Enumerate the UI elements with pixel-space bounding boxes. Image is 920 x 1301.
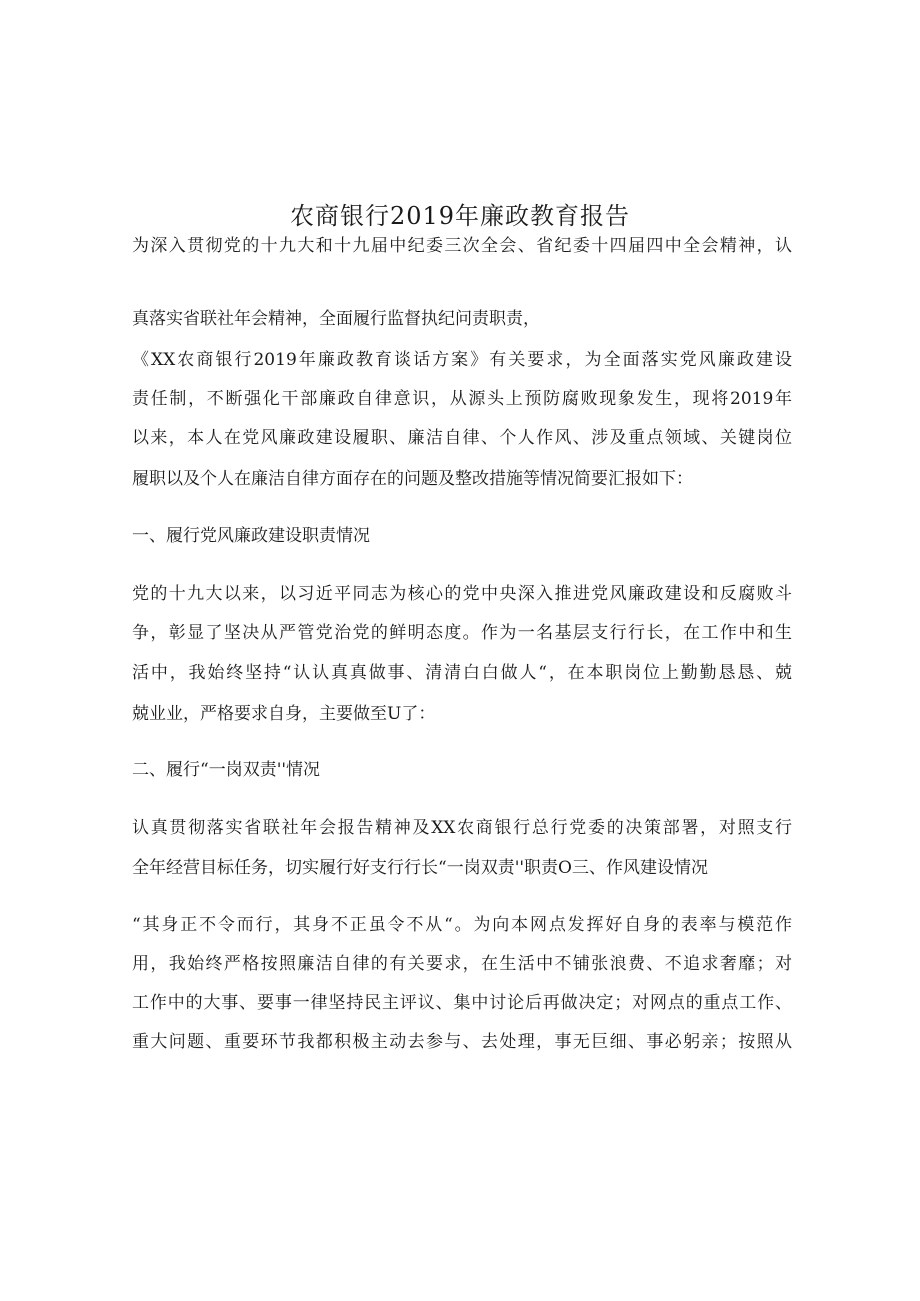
paragraph-line: 兢业业，严格要求自身，主要做至U了： bbox=[132, 704, 436, 724]
paragraph-line: 争，彰显了坚决从严管党治党的鲜明态度。作为一名基层支行行长，在工作中和生 bbox=[132, 623, 792, 643]
paragraph-line: 党的十九大以来，以习近平同志为核心的党中央深入推进党风廉政建设和反腐败斗 bbox=[132, 584, 792, 604]
section-heading: 一、履行党风廉政建设职责情况 bbox=[132, 526, 370, 546]
paragraph-line: 认真贯彻落实省联社年会报告精神及XX农商银行总行党委的决策部署，对照支行 bbox=[132, 818, 792, 838]
paragraph-line: 履职以及个人在廉洁自律方面存在的问题及整改措施等情况简要汇报如下： bbox=[132, 469, 693, 489]
paragraph-line: 活中，我始终坚持“认认真真做事、清清白白做人“，在本职岗位上勤勤恳恳、兢 bbox=[132, 663, 792, 683]
paragraph-line: 为深入贯彻党的十九大和十九届中纪委三次全会、省纪委十四届四中全会精神，认 bbox=[132, 236, 792, 256]
paragraph-line: “其身正不令而行，其身不正虽令不从“。为向本网点发挥好自身的表率与模范作 bbox=[132, 915, 792, 935]
paragraph-line: 责任制，不断强化干部廉政自律意识，从源头上预防腐败现象发生，现将2019年 bbox=[132, 389, 792, 409]
paragraph-line: 全年经营目标任务，切实履行好支行行长“一岗双责''职责O三、作风建设情况 bbox=[132, 858, 708, 878]
paragraph-line: 重大问题、重要环节我都积极主动去参与、去处理，事无巨细、事必躬亲；按照从 bbox=[132, 1032, 792, 1052]
document-title: 农商银行2019年廉政教育报告 bbox=[289, 202, 631, 230]
paragraph-line: 真落实省联社年会精神，全面履行监督执纪问责职责， bbox=[132, 309, 540, 329]
paragraph-line: 《XX农商银行2019年廉政教育谈话方案》有关要求，为全面落实党风廉政建设 bbox=[132, 350, 792, 370]
paragraph-line: 以来，本人在党风廉政建设履职、廉洁自律、个人作风、涉及重点领域、关键岗位 bbox=[132, 428, 792, 448]
section-heading: 二、履行“一岗双责''情况 bbox=[132, 760, 321, 780]
paragraph-line: 用，我始终严格按照廉洁自律的有关要求，在生活中不铺张浪费、不追求奢靡；对 bbox=[132, 954, 792, 974]
paragraph-line: 工作中的大事、要事一律坚持民主评议、集中讨论后再做决定；对网点的重点工作、 bbox=[132, 993, 792, 1013]
